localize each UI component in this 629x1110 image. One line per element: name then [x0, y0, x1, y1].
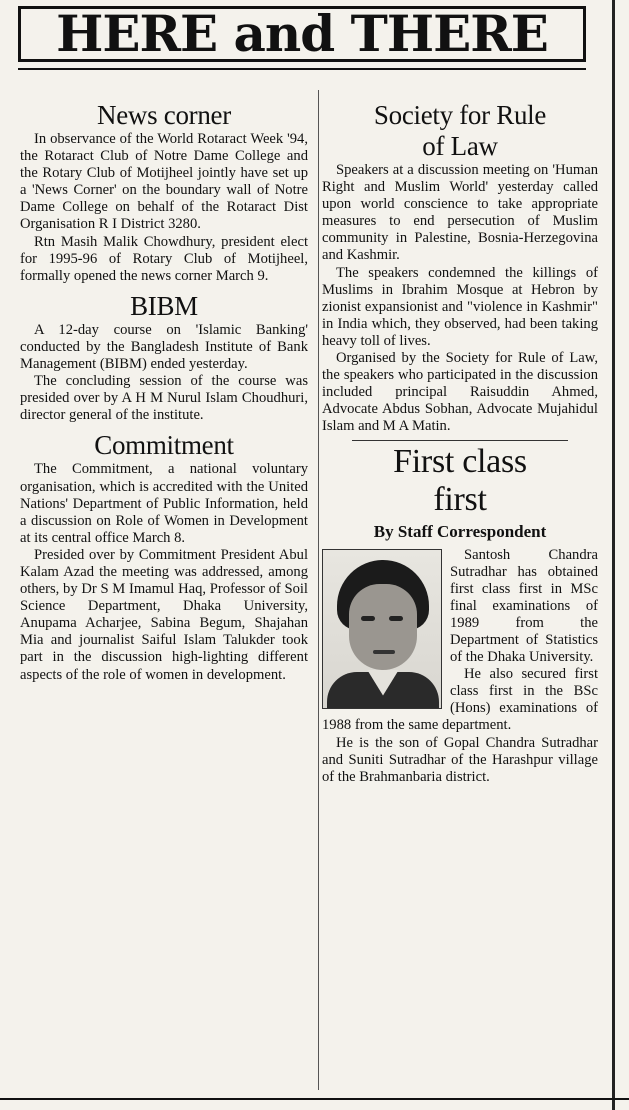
portrait-photo	[322, 549, 442, 709]
article-paragraph: The concluding session of the course was presided over by A H M Nurul Islam Choudhuri, director general of the institute.	[20, 373, 308, 424]
headline-society-line1: Society for Rule	[373, 100, 547, 130]
article-commitment	[20, 430, 308, 683]
article-bibm	[20, 291, 308, 425]
bottom-rule	[0, 1098, 629, 1100]
page-banner	[18, 6, 586, 62]
banner-title: HERE and THERE	[56, 6, 548, 62]
headline-first-class-line2: first	[433, 480, 487, 518]
article-paragraph: He also secured first class first in the BSc (Hons) examinations of 1988 from the same department.	[322, 666, 598, 734]
article-paragraph: The Commitment, a national voluntary organisation, which is accredited with the United Nations' Department of Public Information, held a discussion on Role of Women in Development at its central office March 8.	[20, 461, 308, 546]
left-column	[20, 100, 308, 684]
top-rule	[18, 68, 586, 70]
article-paragraph: A 12-day course on 'Islamic Banking' conducted by the Bangladesh Institute of Bank Management (BIBM) ended yesterday.	[20, 321, 308, 373]
article-news-corner	[20, 100, 308, 285]
article-society-rule-of-law	[322, 100, 598, 436]
headline-news-corner: News corner	[97, 100, 231, 130]
right-column	[322, 100, 598, 786]
article-paragraph: He is the son of Gopal Chandra Sutradhar and Suniti Sutradhar of the Harashpur village of the Brahmanbaria district.	[322, 734, 598, 785]
article-paragraph: Speakers at a discussion meeting on 'Human Right and Muslim World' yesterday called upon world conscience to take appropriate measures to end persecution of Muslim community in Palestine, Bosnia-Herzegovina and Kashmir.	[322, 162, 598, 264]
article-paragraph: In observance of the World Rotaract Week '94, the Rotaract Club of Notre Dame College and the Rotary Club of Motijheel jointly have set up a 'News Corner' on the boundary wall of Notre Dame College on behalf of the Rotaract Dist Organisation R I District 3280.	[20, 131, 308, 233]
column-divider	[318, 90, 319, 1090]
article-paragraph: Presided over by Commitment President Abul Kalam Azad the meeting was addressed, among others, by Dr S M Imamul Haq, Professor of Soil Science Department, Dhaka University, Anupama Acharjee, Sabina Begum, Shajahan Mia and journalist Saiful Islam Talukder took part in the discussion high-lighting different aspects of the role of women in development.	[20, 546, 308, 683]
article-paragraph: Santosh Chandra Sutradhar has obtained first class first in MSc final examinations of 1989 from the Department of Statistics of the Dhaka University.	[450, 546, 598, 666]
headline-commitment: Commitment	[94, 430, 234, 461]
headline-first-class-line1: First class	[393, 442, 527, 480]
headline-society-line2: of Law	[422, 131, 498, 161]
headline-bibm: BIBM	[130, 290, 198, 321]
article-paragraph: The speakers condemned the killings of Muslims in Ibrahim Mosque at Hebron by zionist expansionist and "violence in Kashmir" in India which, they observed, had been taking heavy toll of lives.	[322, 264, 598, 349]
byline: By Staff Correspondent	[373, 521, 547, 541]
article-first-class-first	[322, 443, 598, 786]
article-separator	[352, 440, 568, 441]
article-paragraph: Organised by the Society for Rule of Law, the speakers who participated in the discussion included principal Raisuddin Ahmed, Advocate Abdus Sobhan, Advocate Mujahidul Islam and M A Matin.	[322, 350, 598, 435]
article-paragraph: Rtn Masih Malik Chowdhury, president elect for 1995-96 of Rotary Club of Motijheel, formally opened the news corner March 9.	[20, 233, 308, 284]
right-edge-rule	[612, 0, 615, 1110]
